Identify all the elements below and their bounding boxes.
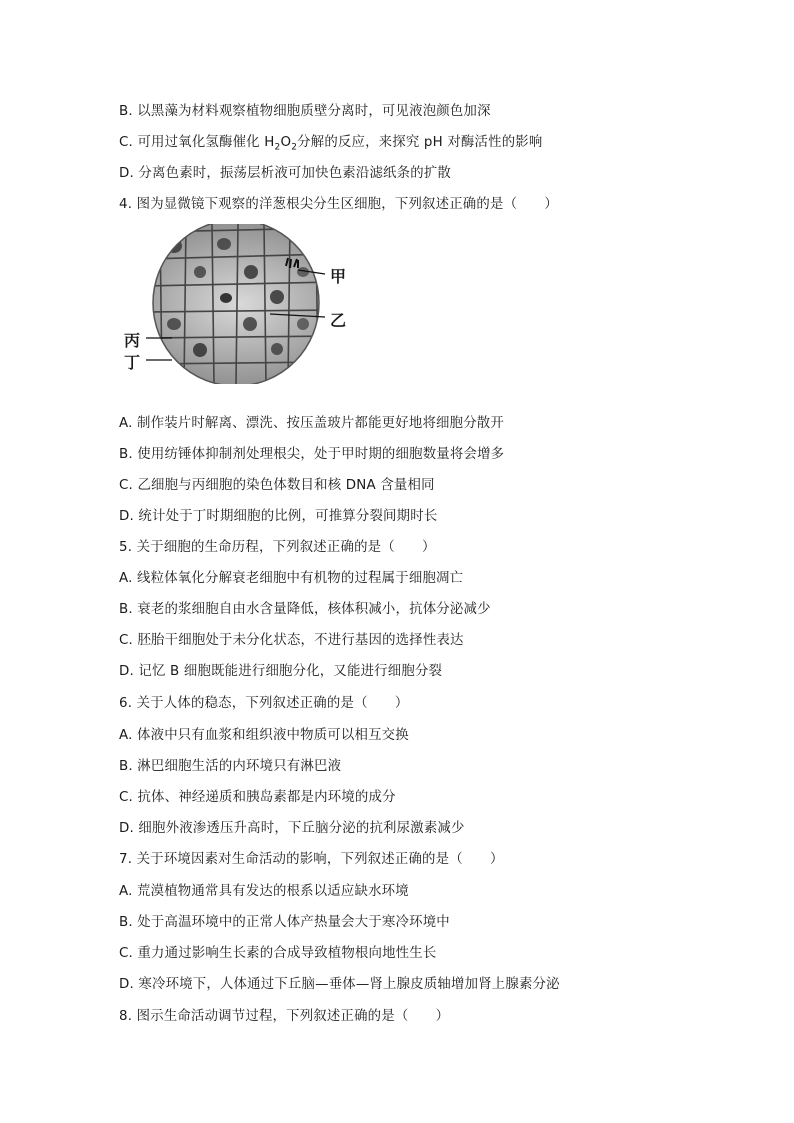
q8-stem: 8. 图示生命活动调节过程，下列叙述正确的是（ ）	[119, 1009, 450, 1024]
q4-option-d: D. 统计处于丁时期细胞的比例，可推算分裂间期时长	[119, 509, 438, 524]
q4-stem: 4. 图为显微镜下观察的洋葱根尖分生区细胞，下列叙述正确的是（ ）	[119, 197, 558, 212]
q3-option-b: B. 以黑藻为材料观察植物细胞质壁分离时，可见液泡颜色加深	[119, 104, 491, 119]
figure-label-bing: 丙	[124, 331, 141, 350]
microscope-field-image	[120, 224, 360, 384]
q7-option-c: C. 重力通过影响生长素的合成导致植物根向地性生长	[119, 946, 437, 961]
q3-option-c-text-2: O	[280, 135, 292, 150]
q6-option-a: A. 体液中只有血浆和组织液中物质可以相互交换	[119, 728, 409, 743]
q3-option-c-sub-1: 2	[274, 142, 281, 153]
q5-option-b: B. 衰老的浆细胞自由水含量降低，核体积减小，抗体分泌减少	[119, 602, 491, 617]
q7-stem: 7. 关于环境因素对生命活动的影响，下列叙述正确的是（ ）	[119, 852, 504, 867]
figure-label-jia: 甲	[330, 267, 347, 286]
figure-label-ding: 丁	[124, 353, 141, 372]
q4-option-a: A. 制作装片时解离、漂洗、按压盖玻片都能更好地将细胞分散开	[119, 416, 504, 431]
q7-option-d: D. 寒冷环境下，人体通过下丘脑—垂体—肾上腺皮质轴增加肾上腺素分泌	[119, 977, 560, 992]
q5-stem: 5. 关于细胞的生命历程，下列叙述正确的是（ ）	[119, 540, 436, 555]
q4-option-b: B. 使用纺锤体抑制剂处理根尖，处于甲时期的细胞数量将会增多	[119, 447, 505, 462]
q3-option-c-text-1: C. 可用过氧化氢酶催化 H	[119, 135, 275, 150]
q3-option-c	[119, 133, 542, 158]
q5-option-d: D. 记忆 B 细胞既能进行细胞分化，又能进行细胞分裂	[119, 664, 443, 679]
q5-option-a: A. 线粒体氧化分解衰老细胞中有机物的过程属于细胞凋亡	[119, 571, 464, 586]
q3-option-c-text-3: 分解的反应，来探究 pH 对酶活性的影响	[297, 135, 543, 150]
microscope-figure	[120, 224, 360, 384]
q7-option-b: B. 处于高温环境中的正常人体产热量会大于寒冷环境中	[119, 915, 450, 930]
q5-option-c: C. 胚胎干细胞处于未分化状态，不进行基因的选择性表达	[119, 633, 464, 648]
q3-option-d: D. 分离色素时，振荡层析液可加快色素沿滤纸条的扩散	[119, 166, 452, 181]
q7-option-a: A. 荒漠植物通常具有发达的根系以适应缺水环境	[119, 884, 409, 899]
figure-label-yi: 乙	[330, 311, 347, 330]
q6-option-c: C. 抗体、神经递质和胰岛素都是内环境的成分	[119, 790, 396, 805]
q3-option-c-sub-2: 2	[291, 142, 298, 153]
q6-option-d: D. 细胞外液渗透压升高时，下丘脑分泌的抗利尿激素减少	[119, 821, 465, 836]
q6-stem: 6. 关于人体的稳态，下列叙述正确的是（ ）	[119, 696, 409, 711]
q6-option-b: B. 淋巴细胞生活的内环境只有淋巴液	[119, 759, 342, 774]
q4-option-c: C. 乙细胞与丙细胞的染色体数目和核 DNA 含量相同	[119, 478, 435, 493]
